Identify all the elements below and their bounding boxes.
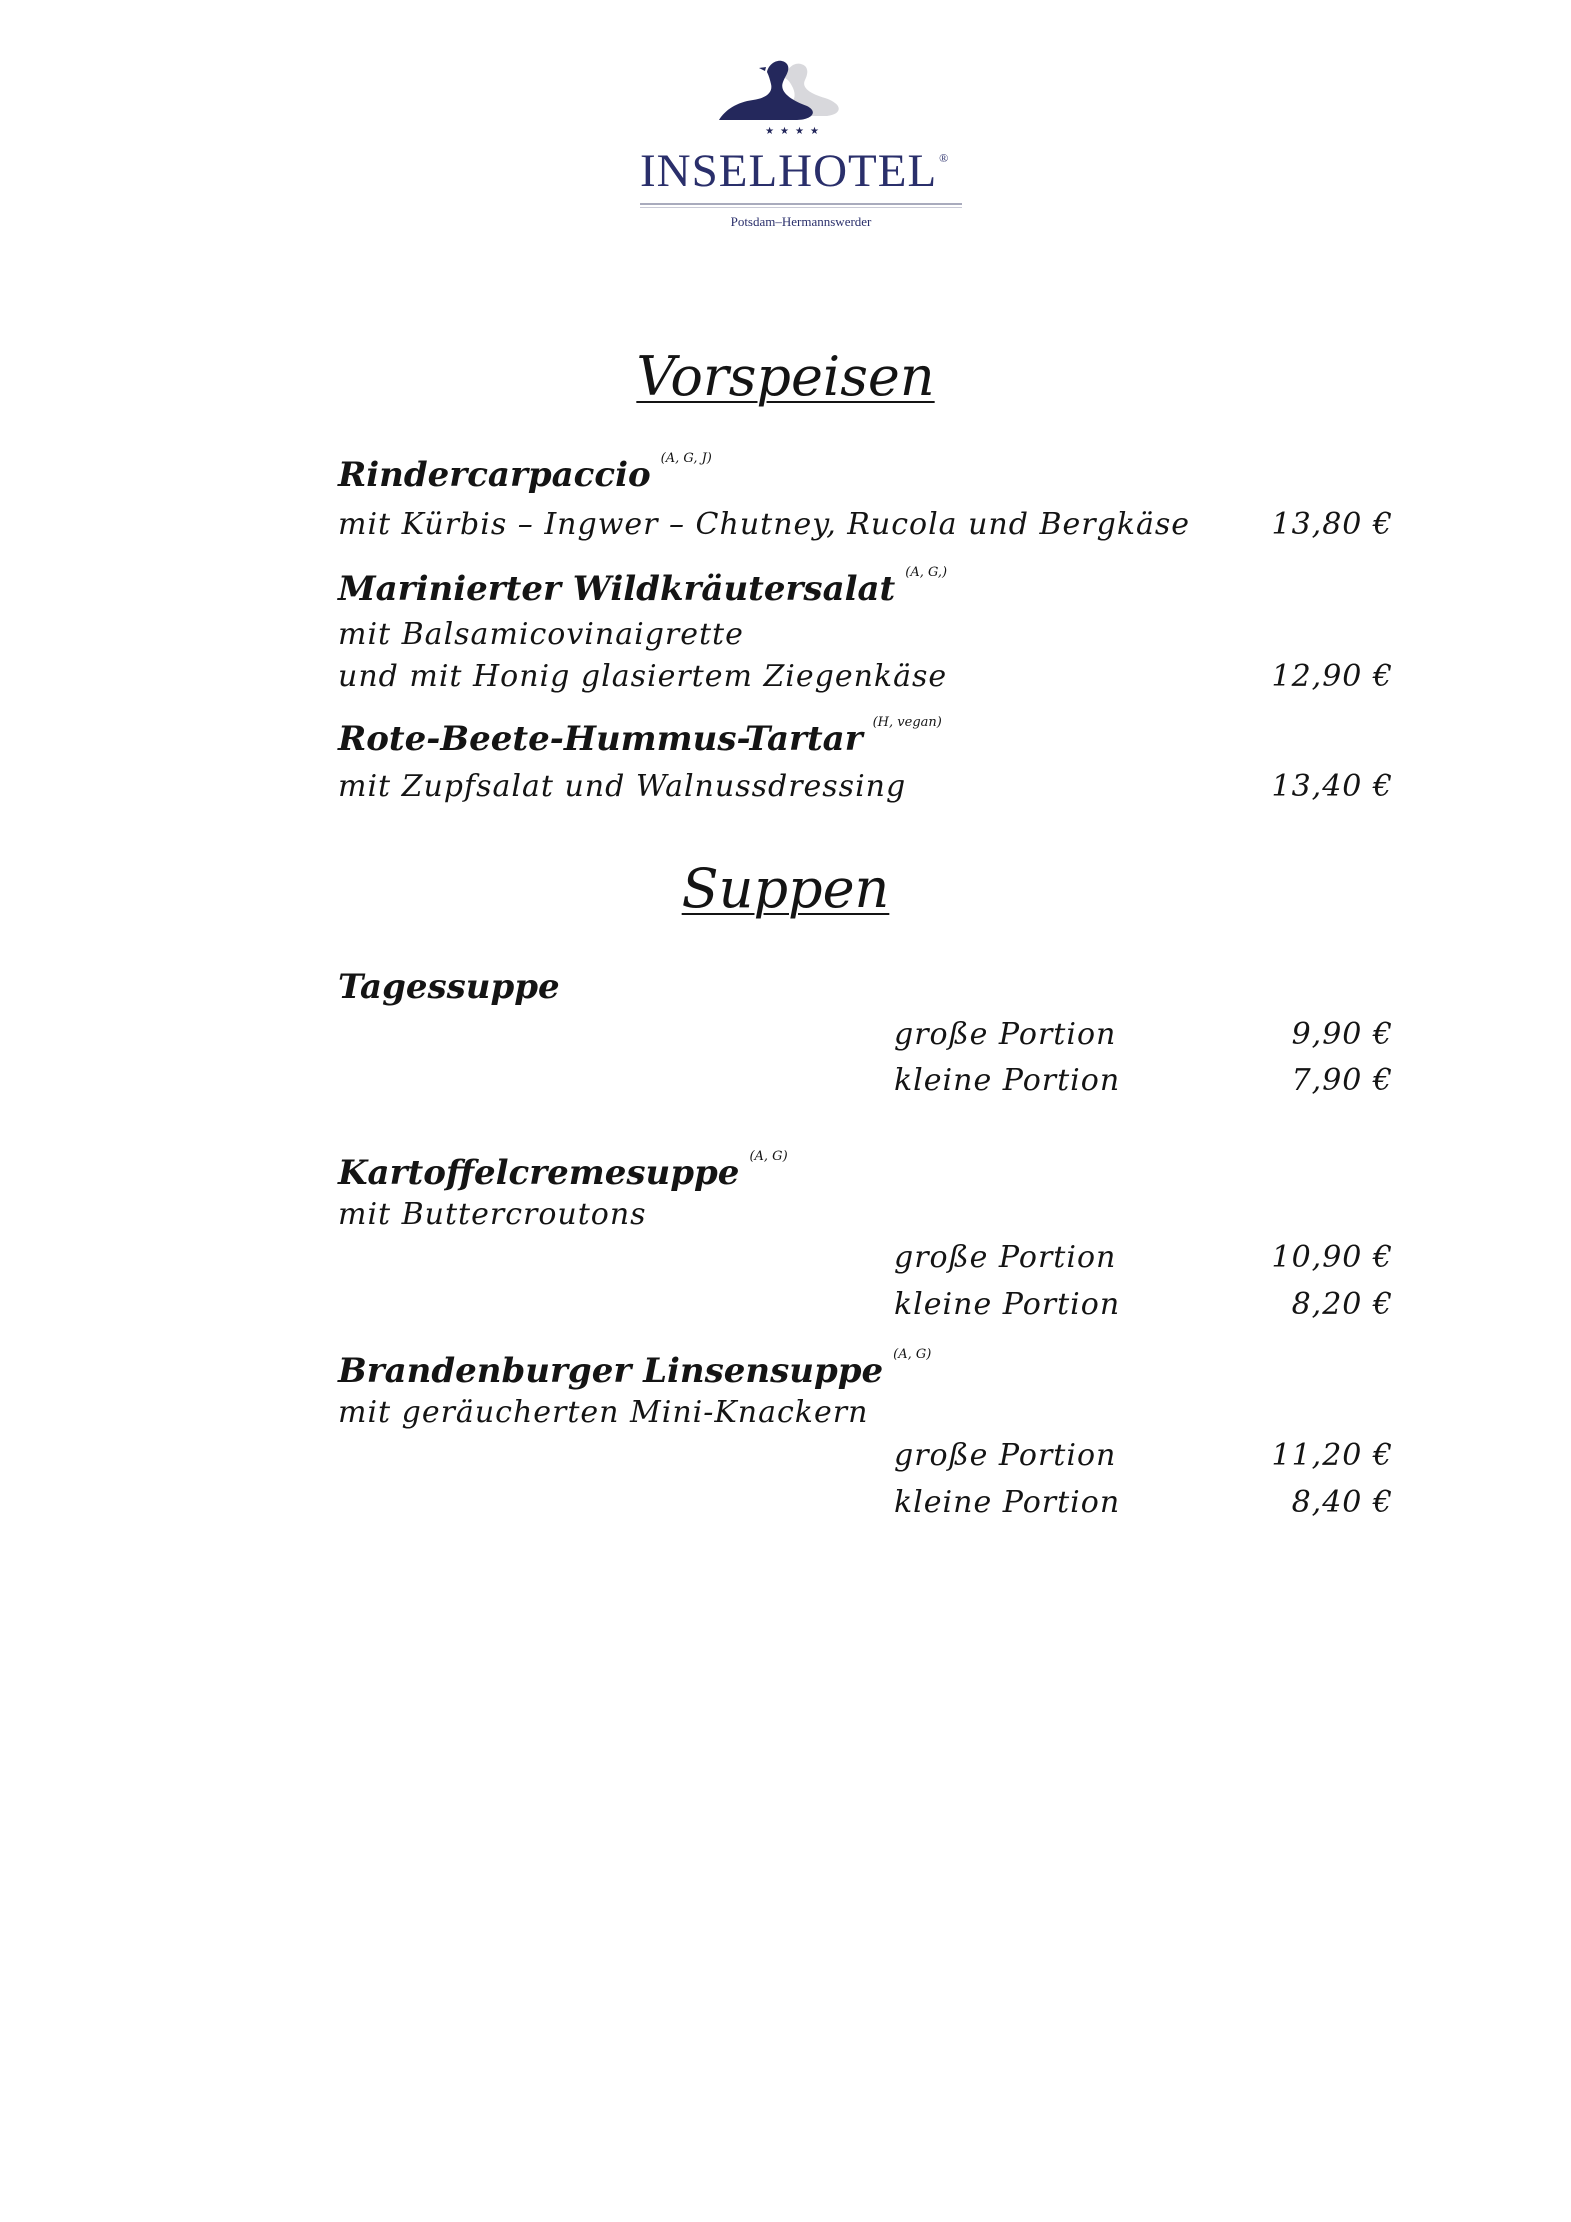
dish-name: Kartoffelcremesuppe $^{(A, G)}$ — [338, 1149, 788, 1193]
portion-price: 10,90 € — [1271, 1240, 1393, 1275]
brand-name — [640, 145, 950, 197]
portion-label: große Portion — [894, 1240, 1117, 1275]
portion-label: große Portion — [894, 1017, 1117, 1052]
dish-description: mit Balsamicovinaigrette — [338, 617, 744, 652]
swan-logo-icon — [715, 58, 865, 124]
dish-name: Brandenburger Linsensuppe $^{(A, G)}$ — [338, 1347, 932, 1391]
dish-description: mit Buttercroutons — [338, 1197, 647, 1232]
logo-divider — [640, 203, 962, 205]
dish-description: mit geräucherten Mini-Knackern — [338, 1395, 869, 1430]
portion-label: große Portion — [894, 1438, 1117, 1473]
portion-price: 7,90 € — [1291, 1063, 1393, 1098]
dish-description: mit Kürbis – Ingwer – Chutney, Rucola und Bergkäse — [338, 507, 1191, 542]
location-subtitle: Potsdam–Hermannswerder — [730, 214, 872, 229]
portion-price: 11,20 € — [1271, 1438, 1393, 1473]
hotel-stars: ★★★★ — [765, 126, 825, 137]
registered-mark: ® — [939, 151, 950, 165]
allergen-note: (A, G, J) — [660, 451, 712, 466]
dish-name: Rindercarpaccio $^{(A, G, J)}$ — [338, 451, 712, 495]
portion-label: kleine Portion — [894, 1063, 1121, 1098]
portion-price: 8,20 € — [1291, 1287, 1393, 1322]
dish-description: und mit Honig glasiertem Ziegenkäse — [338, 659, 948, 694]
brand-text: INSELHOTEL — [640, 145, 938, 197]
portion-label: kleine Portion — [894, 1287, 1121, 1322]
allergen-note: (H, vegan) — [872, 715, 942, 730]
allergen-note: (A, G) — [749, 1149, 788, 1164]
dish-name: Rote-Beete-Hummus-Tartar $^{(H, vegan)}$ — [338, 715, 942, 759]
dish-price: 12,90 € — [1271, 659, 1393, 694]
dish-price: 13,80 € — [1271, 507, 1393, 542]
allergen-note: (A, G) — [893, 1347, 932, 1362]
section-title-suppen: Suppen — [681, 857, 890, 920]
dish-name: Tagessuppe — [338, 967, 560, 1007]
dish-price: 13,40 € — [1271, 769, 1393, 804]
portion-price: 9,90 € — [1291, 1017, 1393, 1052]
allergen-note: (A, G,) — [905, 565, 948, 580]
section-title-vorspeisen: Vorspeisen — [636, 345, 935, 408]
dish-description: mit Zupfsalat und Walnussdressing — [338, 769, 907, 804]
portion-label: kleine Portion — [894, 1485, 1121, 1520]
hotel-logo — [620, 58, 970, 233]
portion-price: 8,40 € — [1291, 1485, 1393, 1520]
logo-divider-thin — [640, 207, 962, 208]
dish-name: Marinierter Wildkräutersalat $^{(A, G,)}$ — [338, 565, 948, 609]
